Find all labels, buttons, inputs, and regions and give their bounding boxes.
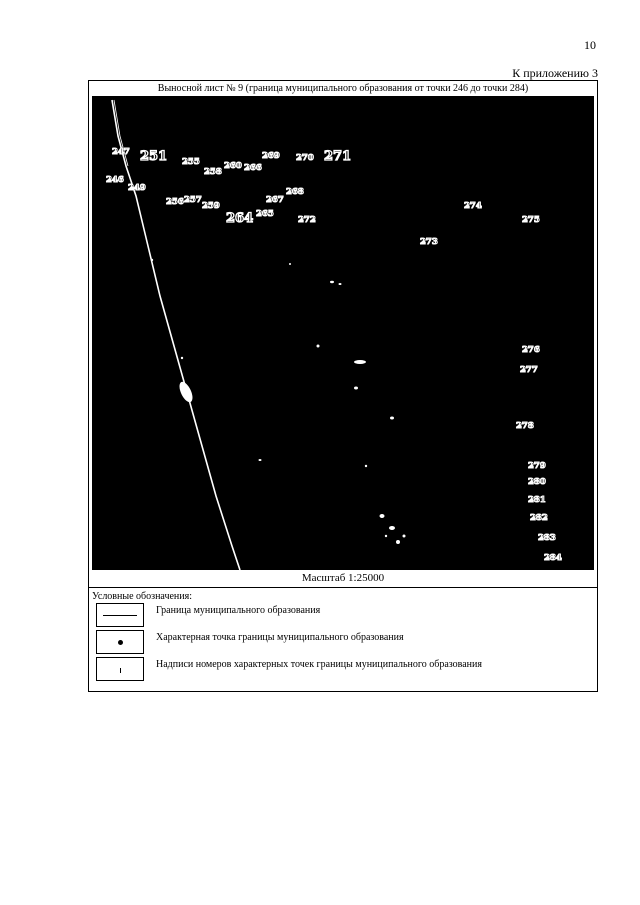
point-label-249: 249 (128, 183, 146, 193)
point-label-264: 264 (226, 211, 254, 226)
point-label-277: 277 (520, 365, 538, 375)
appendix-reference: К приложению 3 (512, 66, 598, 80)
legend-text-point: Характерная точка границы муниципального образования (156, 632, 404, 643)
point-label-265: 265 (256, 209, 274, 219)
point-label-274: 274 (464, 201, 482, 211)
point-label-258: 258 (204, 167, 222, 177)
point-label-266: 266 (244, 163, 262, 173)
point-label-270: 270 (296, 153, 314, 163)
legend-symbol-boundary-line (96, 603, 144, 627)
point-label-275: 275 (522, 215, 540, 225)
dot-symbol-icon (118, 640, 123, 645)
point-label-268: 268 (286, 187, 304, 197)
legend-symbol-point (96, 630, 144, 654)
point-label-280: 280 (528, 477, 546, 487)
point-label-282: 282 (530, 513, 548, 523)
label-mark-icon (120, 668, 121, 673)
point-label-246: 246 (106, 175, 124, 185)
point-label-284: 284 (544, 553, 562, 563)
point-label-273: 273 (420, 237, 438, 247)
line-symbol-icon (103, 615, 137, 616)
point-label-278: 278 (516, 421, 534, 431)
point-label-259: 259 (202, 201, 220, 211)
point-label-276: 276 (522, 345, 540, 355)
point-label-255: 255 (182, 157, 200, 167)
sheet-title: Выносной лист № 9 (граница муниципального образования от точки 246 до точки 284) (157, 83, 529, 94)
point-label-283: 283 (538, 533, 556, 543)
point-label-260: 260 (224, 161, 242, 171)
legend-symbol-label (96, 657, 144, 681)
map-area[interactable] (92, 96, 594, 570)
point-label-272: 272 (298, 215, 316, 225)
point-label-271: 271 (324, 149, 352, 164)
point-label-267: 267 (266, 195, 284, 205)
point-label-247: 247 (112, 147, 130, 157)
point-label-281: 281 (528, 495, 546, 505)
legend-text-label: Надписи номеров характерных точек границы муниципального образования (156, 659, 482, 670)
point-label-257: 257 (184, 195, 202, 205)
page-number: 10 (584, 38, 596, 52)
map-canvas[interactable] (92, 96, 594, 570)
point-label-251: 251 (140, 149, 168, 164)
point-label-256: 256 (166, 197, 184, 207)
legend-text-boundary: Граница муниципального образования (156, 605, 321, 616)
point-label-269: 269 (262, 151, 280, 161)
map-scale: Масштаб 1:25000 (301, 572, 385, 584)
legend-divider (89, 587, 597, 588)
map-background (92, 96, 594, 570)
legend-title: Условные обозначения: (92, 591, 193, 602)
point-label-279: 279 (528, 461, 546, 471)
